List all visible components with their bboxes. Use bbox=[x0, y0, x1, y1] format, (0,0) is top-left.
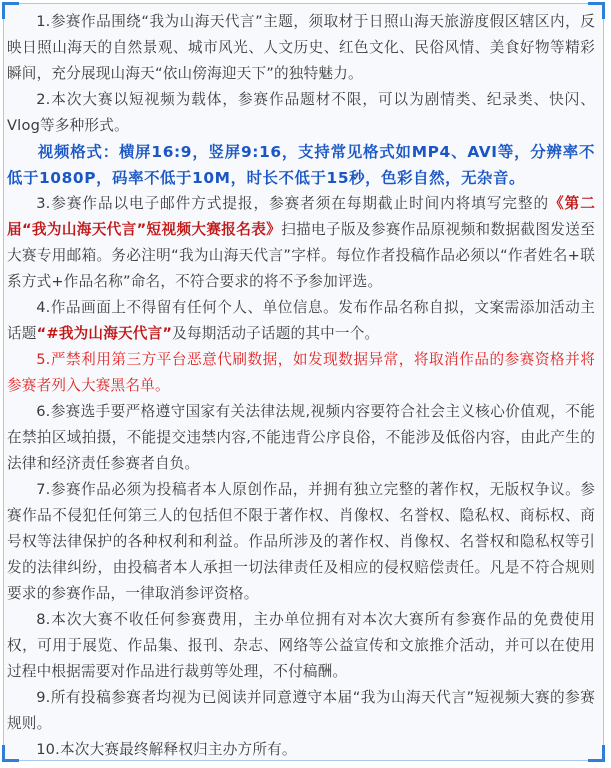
rule-10-interpretation: 10.本次大赛最终解释权归主办方所有。 bbox=[36, 741, 297, 758]
registration-form-title: 《第二届“我为山海天代言”短视频大赛报名表》 bbox=[7, 195, 595, 238]
rule-4-text-a: 4.作品画面上不得留有任何个人、单位信息。发布作品名称自拟，文案需添加活动主话题 bbox=[7, 299, 595, 342]
rule-4-text-b: 及每期活动子话题的其中一个。 bbox=[172, 325, 380, 342]
rule-4-content bbox=[7, 295, 595, 347]
rule-7-copyright: 7.参赛作品必须为投稿者本人原创作品，并拥有独立完整的著作权，无版权争议。参赛作品不侵犯任何第三人的包括但不限于著作权、肖像权、名誉权、隐私权、商标权、商号权等法律保护的各种权利和利益。作品所涉及的著作权、肖像权、名誉权和隐私权等引发的法律纠纷，由投稿者本人承担一切法律责任及相应的侵权赔偿责任。凡是不符合规则要求的参赛作品，一律取消参评资格。 bbox=[7, 481, 595, 602]
main-hashtag: “#我为山海天代言” bbox=[36, 325, 173, 342]
rule-3-submission bbox=[7, 191, 595, 295]
rule-1-theme: 1.参赛作品围绕“我为山海天代言”主题，须取材于日照山海天旅游度假区辖区内，反映日照山海天的自然景观、城市风光、人文历史、红色文化、民俗风情、美食好物等精彩瞬间，充分展现山海天“依山傍海迎天下”的独特魅力。 bbox=[7, 13, 595, 82]
video-spec: 视频格式：横屏16:9，竖屏9:16，支持常见格式如MP4、AVI等，分辨率不低于1080P，码率不低于10M，时长不低于15秒，色彩自然，无杂音。 bbox=[7, 143, 595, 187]
rule-9-agreement: 9.所有投稿参赛者均视为已阅读并同意遵守本届“我为山海天代言”短视频大赛的参赛规则。 bbox=[7, 689, 595, 732]
rule-3-text-a: 3.参赛作品以电子邮件方式提报，参赛者须在每期截止时间内将填写完整的 bbox=[36, 195, 550, 212]
rule-3-text-b: 扫描电子版及参赛作品原视频和数据截图发送至大赛专用邮箱。务必注明“我为山海天代言”字样。每位作者投稿作品必须以“作者姓名+联系方式+作品名称”命名，不符合要求的将不予参加评选。 bbox=[7, 221, 596, 290]
rule-8-usage-rights: 8.本次大赛不收任何参赛费用，主办单位拥有对本次大赛所有参赛作品的免费使用权，可用于展览、作品集、报刊、杂志、网络等公益宣传和文旅推介活动，并可以在使用过程中根据需要对作品进行裁剪等处理，不付稿酬。 bbox=[7, 611, 595, 680]
rule-2-format: 2.本次大赛以短视频为载体，参赛作品题材不限，可以为剧情类、纪录类、快闪、Vlog等多种形式。 bbox=[7, 91, 595, 134]
rules-content bbox=[7, 9, 595, 763]
rule-5-anti-cheat: 5.严禁利用第三方平台恶意代刷数据，如发现数据异常，将取消作品的参赛资格并将参赛者列入大赛黑名单。 bbox=[7, 351, 595, 394]
rule-6-legal: 6.参赛选手要严格遵守国家有关法律法规,视频内容要符合社会主义核心价值观，不能在禁拍区域拍摄，不能提交违禁内容,不能违背公序良俗，不能涉及低俗内容，由此产生的法律和经济责任参赛者自负。 bbox=[7, 403, 595, 472]
